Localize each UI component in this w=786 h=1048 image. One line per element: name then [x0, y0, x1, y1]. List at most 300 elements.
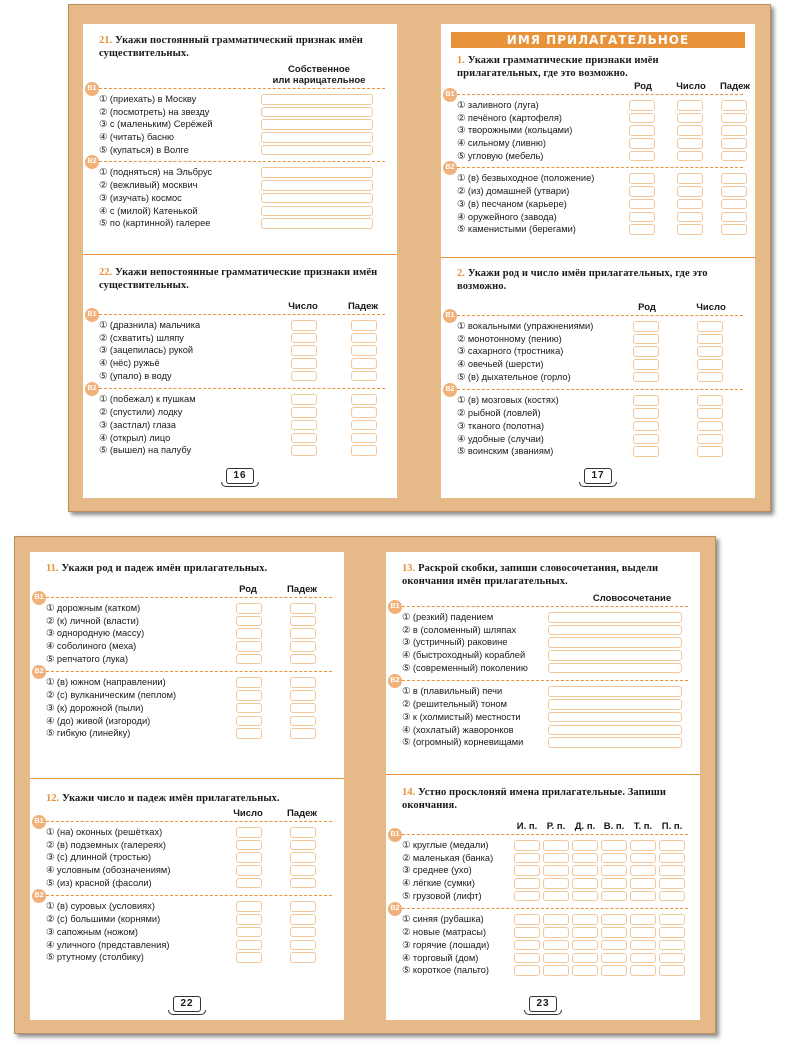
list-item [46, 702, 332, 715]
answer-box[interactable] [697, 334, 723, 345]
block-b1 [445, 91, 743, 162]
answer-box[interactable] [697, 421, 723, 432]
answer-box[interactable] [514, 965, 540, 976]
answer-box[interactable] [236, 901, 262, 912]
answer-box[interactable] [548, 686, 682, 697]
answer-box[interactable] [630, 965, 656, 976]
answer-box[interactable] [629, 100, 655, 111]
answer-box[interactable] [629, 224, 655, 235]
page-23 [386, 552, 700, 1020]
list-item [402, 711, 688, 724]
answer-box[interactable] [630, 914, 656, 925]
item-text: ① (в) южном (направлении) [46, 677, 166, 688]
answer-box[interactable] [630, 891, 656, 902]
answer-box[interactable] [236, 690, 262, 701]
answer-box[interactable] [351, 433, 377, 444]
answer-box[interactable] [572, 940, 598, 951]
answer-box[interactable] [601, 840, 627, 851]
column-headers [46, 575, 332, 597]
answer-box[interactable] [572, 865, 598, 876]
answer-box[interactable] [351, 345, 377, 356]
item-text: ① (в) мозговых (костях) [457, 395, 559, 406]
answer-box[interactable] [633, 421, 659, 432]
list-item [46, 653, 332, 666]
block-b2 [445, 164, 743, 235]
answer-box[interactable] [629, 186, 655, 197]
answer-box[interactable] [543, 927, 569, 938]
answer-box[interactable] [291, 420, 317, 431]
item-text: ② маленькая (банка) [402, 852, 494, 863]
answer-box[interactable] [290, 852, 316, 863]
page-17 [441, 24, 755, 498]
answer-box[interactable] [633, 372, 659, 383]
answer-box[interactable] [290, 914, 316, 925]
answer-box[interactable] [236, 927, 262, 938]
answer-box[interactable] [721, 212, 747, 223]
answer-box[interactable] [351, 394, 377, 405]
list-item [402, 736, 688, 749]
answer-box[interactable] [290, 677, 316, 688]
list-item [402, 649, 688, 662]
exercise-instruction: Укажи грамматические признаки имён прилагательных, где это возможно. [457, 55, 659, 79]
answer-box[interactable] [290, 865, 316, 876]
answer-box[interactable] [721, 199, 747, 210]
exercise-instruction: Укажи постоянный грамматический признак имён существительных. [99, 35, 363, 59]
answer-box[interactable] [291, 345, 317, 356]
answer-box[interactable] [236, 914, 262, 925]
answer-box[interactable] [677, 173, 703, 184]
page-number: 17 [584, 468, 612, 484]
answer-box[interactable] [548, 712, 682, 723]
answer-box[interactable] [236, 827, 262, 838]
item-text: ② (в) подземных (галереях) [46, 839, 166, 850]
page-number: 22 [173, 996, 201, 1012]
item-text: ① в (плавильный) печи [402, 686, 503, 697]
answer-box[interactable] [677, 151, 703, 162]
list-item [46, 926, 332, 939]
list-item [99, 166, 385, 179]
answer-box[interactable] [659, 927, 685, 938]
item-text: ⑤ воинским (званиям) [457, 446, 554, 457]
answer-box[interactable] [236, 616, 262, 627]
answer-box[interactable] [697, 359, 723, 370]
column-header: П. п. [661, 821, 683, 832]
answer-box[interactable] [290, 728, 316, 739]
answer-box[interactable] [351, 407, 377, 418]
block-b2 [34, 892, 332, 963]
answer-box[interactable] [697, 321, 723, 332]
answer-box[interactable] [677, 224, 703, 235]
answer-box[interactable] [514, 878, 540, 889]
answer-box[interactable] [548, 725, 682, 736]
answer-box[interactable] [543, 940, 569, 951]
answer-box[interactable] [601, 853, 627, 864]
b2-badge: B2 [443, 161, 457, 175]
answer-box[interactable] [290, 603, 316, 614]
answer-box[interactable] [572, 853, 598, 864]
item-text: ④ оружейного (завода) [457, 211, 557, 222]
list-item [99, 93, 385, 106]
block-b1 [390, 831, 688, 902]
answer-box[interactable] [659, 953, 685, 964]
answer-box[interactable] [633, 359, 659, 370]
answer-box[interactable] [548, 699, 682, 710]
item-text: ③ (с) длинной (тростью) [46, 852, 152, 863]
list-item [46, 939, 332, 952]
answer-box[interactable] [629, 212, 655, 223]
answer-box[interactable] [721, 125, 747, 136]
answer-box[interactable] [629, 113, 655, 124]
list-item [99, 144, 385, 157]
list-item [457, 358, 743, 371]
exercise-1 [445, 54, 751, 236]
answer-box[interactable] [261, 206, 373, 217]
answer-box[interactable] [548, 612, 682, 623]
answer-box[interactable] [290, 641, 316, 652]
block-b1 [390, 603, 688, 674]
answer-box[interactable] [543, 953, 569, 964]
answer-box[interactable] [548, 663, 682, 674]
answer-box[interactable] [261, 180, 373, 191]
item-text: ⑤ угловую (мебель) [457, 150, 544, 161]
answer-box[interactable] [633, 408, 659, 419]
answer-box[interactable] [601, 914, 627, 925]
item-text: ④ (читать) басню [99, 132, 174, 143]
list-item [99, 131, 385, 144]
item-text: ⑤ гибкую (линейку) [46, 728, 131, 739]
answer-box[interactable] [261, 218, 373, 229]
answer-box[interactable] [572, 927, 598, 938]
answer-box[interactable] [236, 654, 262, 665]
list-item [457, 124, 743, 137]
answer-box[interactable] [291, 407, 317, 418]
list-item [46, 689, 332, 702]
answer-box[interactable] [630, 865, 656, 876]
answer-box[interactable] [291, 358, 317, 369]
answer-box[interactable] [291, 371, 317, 382]
answer-box[interactable] [236, 878, 262, 889]
exercise-number: 13. [402, 563, 416, 574]
item-text: ⑤ (вышел) на палубу [99, 445, 192, 456]
answer-box[interactable] [697, 346, 723, 357]
item-text: ② (с) вулканическим (пеплом) [46, 690, 177, 701]
answer-box[interactable] [236, 603, 262, 614]
answer-box[interactable] [236, 716, 262, 727]
list-item [46, 640, 332, 653]
list-item [457, 137, 743, 150]
answer-box[interactable] [236, 728, 262, 739]
list-item [457, 99, 743, 112]
answer-box[interactable] [697, 434, 723, 445]
exercise-11 [34, 562, 332, 740]
list-item [457, 211, 743, 224]
answer-box[interactable] [261, 145, 373, 156]
column-header: И. п. [516, 821, 538, 832]
list-item [402, 890, 688, 903]
answer-box[interactable] [290, 940, 316, 951]
b1-badge: B1 [32, 591, 46, 605]
answer-box[interactable] [572, 965, 598, 976]
answer-box[interactable] [721, 138, 747, 149]
block-b2 [390, 905, 688, 976]
block-b2 [445, 386, 743, 457]
answer-box[interactable] [677, 138, 703, 149]
list-item [457, 407, 743, 420]
answer-box[interactable] [629, 125, 655, 136]
answer-box[interactable] [659, 940, 685, 951]
answer-box[interactable] [291, 333, 317, 344]
answer-box[interactable] [236, 641, 262, 652]
list-item [457, 150, 743, 163]
column-headers [46, 805, 332, 821]
answer-box[interactable] [601, 965, 627, 976]
column-header: Число [233, 808, 263, 819]
answer-box[interactable] [543, 965, 569, 976]
page-22 [30, 552, 344, 1020]
list-item [46, 839, 332, 852]
list-item [402, 939, 688, 952]
answer-box[interactable] [572, 891, 598, 902]
item-text: ④ сильному (ливню) [457, 138, 546, 149]
answer-box[interactable] [514, 891, 540, 902]
answer-box[interactable] [261, 94, 373, 105]
answer-box[interactable] [721, 224, 747, 235]
b2-badge: B2 [388, 902, 402, 916]
answer-box[interactable] [236, 940, 262, 951]
block-b2 [87, 385, 385, 456]
answer-box[interactable] [630, 878, 656, 889]
answer-box[interactable] [572, 914, 598, 925]
page-number: 23 [529, 996, 557, 1012]
answer-box[interactable] [677, 125, 703, 136]
answer-box[interactable] [543, 891, 569, 902]
list-item [402, 964, 688, 977]
item-text: ① (приехать) в Москву [99, 94, 197, 104]
item-text: ④ (быстроходный) кораблей [402, 650, 526, 661]
answer-box[interactable] [290, 840, 316, 851]
answer-box[interactable] [721, 151, 747, 162]
answer-box[interactable] [548, 737, 682, 748]
answer-box[interactable] [290, 616, 316, 627]
answer-box[interactable] [290, 716, 316, 727]
answer-box[interactable] [290, 927, 316, 938]
answer-box[interactable] [721, 113, 747, 124]
answer-box[interactable] [514, 853, 540, 864]
answer-box[interactable] [514, 927, 540, 938]
answer-box[interactable] [261, 107, 373, 118]
item-text: ⑤ ртутному (столбику) [46, 952, 144, 963]
answer-box[interactable] [351, 371, 377, 382]
answer-box[interactable] [697, 395, 723, 406]
answer-box[interactable] [543, 840, 569, 851]
item-text: ③ среднее (ухо) [402, 865, 472, 876]
answer-box[interactable] [659, 853, 685, 864]
answer-box[interactable] [659, 865, 685, 876]
answer-box[interactable] [514, 940, 540, 951]
answer-box[interactable] [633, 446, 659, 457]
answer-box[interactable] [548, 625, 682, 636]
column-headers [402, 588, 688, 606]
answer-box[interactable] [630, 953, 656, 964]
column-header: В. п. [603, 821, 625, 832]
answer-box[interactable] [291, 320, 317, 331]
answer-box[interactable] [290, 901, 316, 912]
answer-box[interactable] [261, 132, 373, 143]
answer-box[interactable] [351, 320, 377, 331]
answer-box[interactable] [659, 914, 685, 925]
list-item [457, 333, 743, 346]
answer-box[interactable] [290, 703, 316, 714]
answer-box[interactable] [633, 334, 659, 345]
exercise-number: 21. [99, 35, 113, 46]
list-item [46, 913, 332, 926]
answer-box[interactable] [633, 321, 659, 332]
exercise-12 [34, 792, 332, 964]
answer-box[interactable] [659, 840, 685, 851]
list-item [457, 345, 743, 358]
answer-box[interactable] [629, 151, 655, 162]
answer-box[interactable] [572, 840, 598, 851]
answer-box[interactable] [514, 953, 540, 964]
item-text: ④ уличного (представления) [46, 939, 170, 950]
answer-box[interactable] [630, 927, 656, 938]
b1-badge: B1 [85, 82, 99, 96]
answer-box[interactable] [677, 199, 703, 210]
list-item [46, 615, 332, 628]
list-item [46, 602, 332, 615]
list-item [457, 371, 743, 384]
item-text: ② монотонному (пению) [457, 333, 562, 344]
answer-box[interactable] [290, 952, 316, 963]
answer-box[interactable] [236, 703, 262, 714]
answer-box[interactable] [630, 853, 656, 864]
answer-box[interactable] [351, 358, 377, 369]
list-item [457, 185, 743, 198]
list-item [99, 192, 385, 205]
answer-box[interactable] [629, 199, 655, 210]
answer-box[interactable] [572, 878, 598, 889]
answer-box[interactable] [290, 878, 316, 889]
answer-box[interactable] [543, 853, 569, 864]
answer-box[interactable] [290, 827, 316, 838]
answer-box[interactable] [633, 346, 659, 357]
answer-box[interactable] [543, 878, 569, 889]
item-text: ① синяя (рубашка) [402, 914, 484, 925]
list-item [457, 445, 743, 458]
answer-box[interactable] [677, 212, 703, 223]
answer-box[interactable] [601, 940, 627, 951]
answer-box[interactable] [659, 891, 685, 902]
list-item [46, 676, 332, 689]
answer-box[interactable] [633, 434, 659, 445]
answer-box[interactable] [659, 965, 685, 976]
list-item [402, 662, 688, 675]
list-item [402, 926, 688, 939]
answer-box[interactable] [291, 433, 317, 444]
answer-box[interactable] [514, 914, 540, 925]
answer-box[interactable] [721, 173, 747, 184]
list-item [402, 877, 688, 890]
answer-box[interactable] [514, 865, 540, 876]
list-item [402, 839, 688, 852]
answer-box[interactable] [236, 865, 262, 876]
item-text: ③ (в) песчаном (карьере) [457, 198, 567, 209]
answer-box[interactable] [290, 690, 316, 701]
column-headers [99, 292, 385, 314]
answer-box[interactable] [291, 394, 317, 405]
answer-box[interactable] [677, 113, 703, 124]
block-b1 [87, 85, 385, 156]
answer-box[interactable] [514, 840, 540, 851]
column-header: Словосочетание [592, 593, 672, 604]
answer-box[interactable] [351, 333, 377, 344]
exercise-22 [87, 266, 385, 457]
answer-box[interactable] [677, 186, 703, 197]
answer-box[interactable] [236, 840, 262, 851]
answer-box[interactable] [548, 650, 682, 661]
answer-box[interactable] [351, 420, 377, 431]
answer-box[interactable] [601, 891, 627, 902]
answer-box[interactable] [629, 138, 655, 149]
separator [441, 257, 755, 258]
answer-box[interactable] [601, 927, 627, 938]
list-item [46, 951, 332, 964]
list-item [99, 205, 385, 218]
exercise-number: 2. [457, 268, 465, 279]
answer-box[interactable] [697, 446, 723, 457]
answer-box[interactable] [697, 408, 723, 419]
answer-box[interactable] [601, 878, 627, 889]
answer-box[interactable] [236, 852, 262, 863]
answer-box[interactable] [601, 953, 627, 964]
list-item [457, 420, 743, 433]
answer-box[interactable] [543, 914, 569, 925]
answer-box[interactable] [601, 865, 627, 876]
answer-box[interactable] [659, 878, 685, 889]
answer-box[interactable] [290, 628, 316, 639]
separator [83, 254, 397, 255]
answer-box[interactable] [236, 677, 262, 688]
answer-box[interactable] [290, 654, 316, 665]
column-header: Р. п. [546, 821, 566, 832]
answer-box[interactable] [351, 445, 377, 456]
answer-box[interactable] [291, 445, 317, 456]
answer-box[interactable] [721, 100, 747, 111]
item-text: ① круглые (медали) [402, 840, 489, 850]
answer-box[interactable] [630, 940, 656, 951]
answer-box[interactable] [633, 395, 659, 406]
answer-box[interactable] [721, 186, 747, 197]
list-item [457, 320, 743, 333]
answer-box[interactable] [236, 628, 262, 639]
answer-box[interactable] [697, 372, 723, 383]
column-header: Число [288, 301, 318, 312]
answer-box[interactable] [629, 173, 655, 184]
item-text: ② (к) личной (власти) [46, 615, 139, 626]
item-text: ⑤ короткое (пальто) [402, 965, 490, 976]
answer-box[interactable] [548, 637, 682, 648]
answer-box[interactable] [677, 100, 703, 111]
answer-box[interactable] [261, 119, 373, 130]
answer-box[interactable] [261, 167, 373, 178]
block-b1 [445, 312, 743, 383]
answer-box[interactable] [572, 953, 598, 964]
answer-box[interactable] [630, 840, 656, 851]
item-text: ③ (зацепилась) рукой [99, 345, 194, 356]
answer-box[interactable] [261, 193, 373, 204]
answer-box[interactable] [543, 865, 569, 876]
answer-box[interactable] [236, 952, 262, 963]
